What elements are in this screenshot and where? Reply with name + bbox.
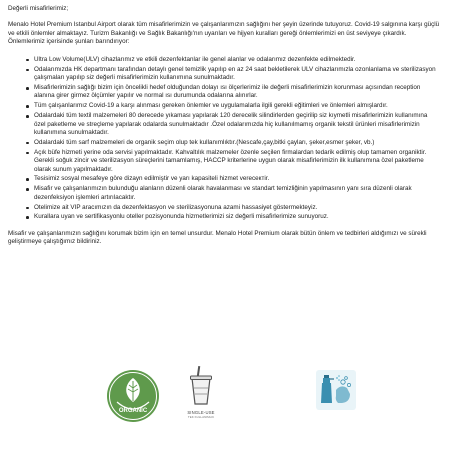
single-use-cup-icon: [178, 364, 224, 428]
intro-paragraph: Menalo Hotel Premium Istanbul Airport olarak tüm misafirlerimizin ve çalışanlarımızın sağlığını her şeyin üzerinde tutuyoruz. Covid-19 salgınına karşı güçlü ve etkili önlemler almaktayız. Turizm Bakanlığı ve Sağlık Bakanlığı'nın uyarıları ve hijyen kuralları gereği önlemlerimizi en üst seviyeye çıkardık. Önlemlerimiz içerisinde şunları barındırıyor:: [8, 21, 440, 46]
list-item: Ultra Low Volume(ULV) cihazlarımız ve etkili dezenfektanlar ile genel alanlar ve odalarımız dezenfekte edilmektedir.: [26, 56, 442, 64]
list-item: Otelimize ait VIP aracımızın da dezenfektasyon ve sterilizasyonuna azami hassasiyet göstermekteyiz.: [26, 204, 442, 212]
single-use-sublabel: TEK KULLANIMLIK: [187, 415, 215, 419]
icons-row: [0, 360, 450, 440]
single-use-label: SINGLE-USE: [187, 410, 215, 415]
list-item: Misafirlerimizin sağlığı bizim için öncelikli hedef olduğundan dolayı ısı ölçerlerimiz ile değerli misafirlerimizin korunması açısından reception alanına girer girmez ölçümler yapılır ve normal ısı durumunda odalarına alınırlar.: [26, 84, 442, 101]
list-item: Misafir ve çalışanlarımızın bulunduğu alanların düzenli olarak havalanması ve standart temizliğinin yapılmasının yanı sıra düzenli olarak dezenfeksiyon işlemleri artırılacaktır.: [26, 185, 442, 202]
list-item: Açık büfe hizmeti yerine oda servisi yapılmaktadır. Kahvaltılık malzemeler özenle seçilen firmalardan tedarik edilmiş olup tamamen organiktir. Gerekli soğuk zincir ve sterilizasyon süreçlerini tamamlamış, HACCP kriterlerine uygun olarak misafirlerimizin ilk kullanımına özel paketleme olarak sunum yapılmaktadır.: [26, 149, 442, 174]
list-item: Tesisimiz sosyal mesafeye göre dizayn edilmiştir ve yarı kapasiteli hizmet vereceктir.: [26, 175, 442, 183]
organic-badge-text: ORGANIC: [118, 408, 148, 414]
closing-paragraph: Misafir ve çalışanlarımızın sağlığını korumak bizim için en temel unsurdur. Menalo Hotel Premium olarak bütün önlem ve tedbirleri aldığımızı ve sürekli geliştirmeye çalıştığımız bildiriniz.: [8, 229, 427, 246]
list-item: Odalarımızda HK departmanı tarafından detaylı genel temizlik yapılıp en az 24 saat bekletilerek ULV cihazlarımızla ozonlanlama ve sterilizasyon çalışmaları yapılıp siz değerli misafirlerimizin kullanımına sunulmaktadır.: [26, 66, 442, 83]
list-item: Tüm çalışanlarımız Covid-19 a karşı alınması gereken önlemler ve uygulamalarla ilgili gerekli eğitimleri ve önlemleri almışlardır.: [26, 102, 442, 110]
list-item: Kurallara uyan ve sertifikasyonlu oteller pozisyonunda hizmetlerimizi siz değerli misafirlerimize sunuyoruz.: [26, 213, 442, 221]
sanitizer-spray-icon: [316, 370, 356, 410]
list-item: Odalardaki tüm sarf malzemeleri de organik seçim olup tek kullanımlıktır.(Nescafe,çay,bitki çayları, şeker,esmer şeker, vb.): [26, 139, 442, 147]
greeting: Değerli misafirlerimiz;: [8, 5, 69, 12]
organic-badge-icon: [105, 368, 161, 424]
measures-list: [8, 56, 442, 222]
list-item: Odalardaki tüm textil malzemeleri 80 derecede yıkaması yapılarak 120 derecelik silindirlerden geçirilip siz kıymetli misafirlerimizin kullanımına özel paketleme ve streçleme yapılarak odalarda sunulmaktadır .Özel odalarımızda hiç kullanılmamış organik tekstil ürünleri misafirlerimizin kullanımına sunulmaktadır.: [26, 112, 442, 137]
